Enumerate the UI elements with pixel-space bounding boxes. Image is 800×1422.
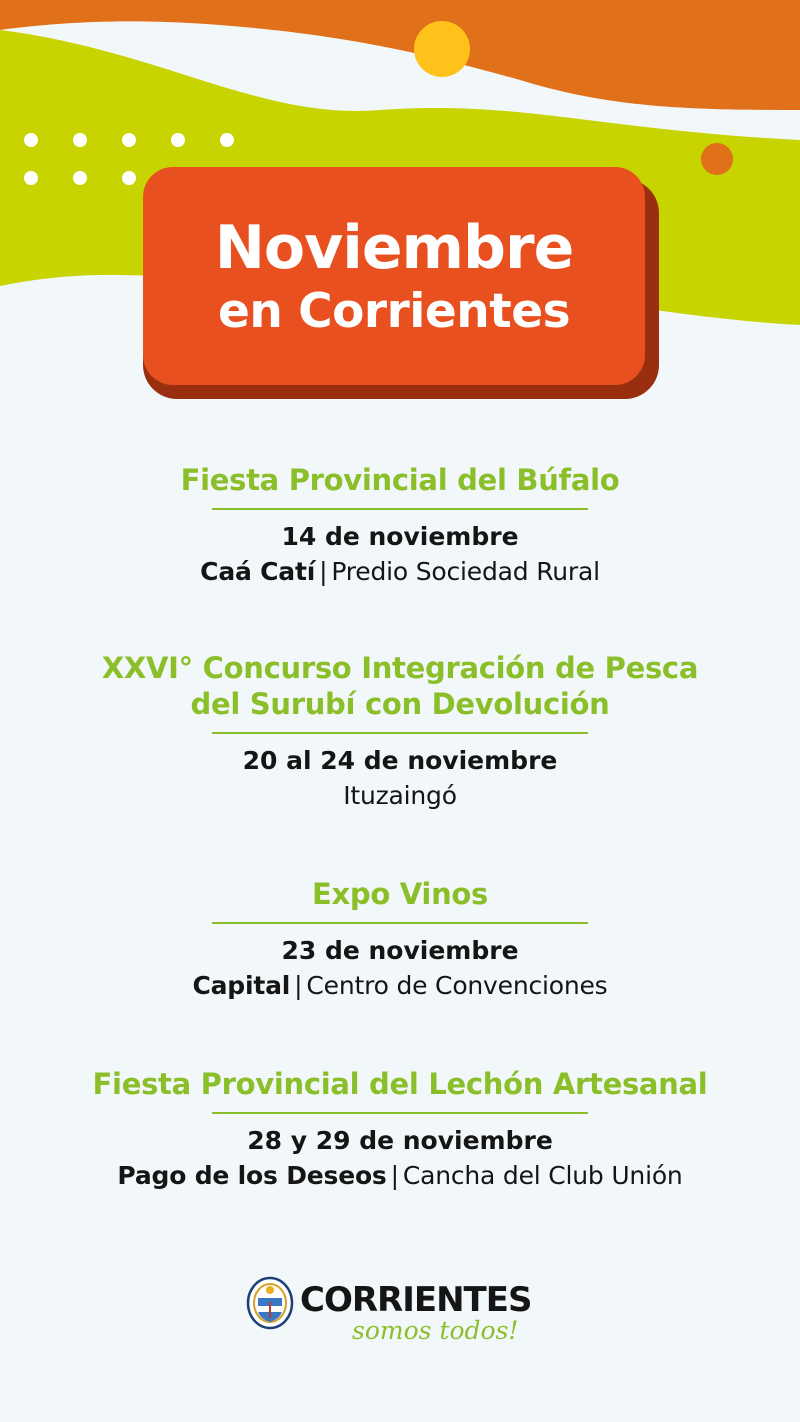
title-card-face <box>143 167 645 385</box>
event-divider <box>212 508 588 510</box>
title-line-2: en Corrientes <box>217 283 571 339</box>
event-divider <box>212 732 588 734</box>
event-separator: | <box>390 1161 399 1190</box>
event-location <box>0 968 800 1004</box>
event-separator: | <box>294 971 303 1000</box>
event-venue: Predio Sociedad Rural <box>331 557 600 586</box>
event-date: 28 y 29 de noviembre <box>247 1126 553 1155</box>
title-card <box>143 167 659 399</box>
footer-logo <box>246 1276 566 1356</box>
provincial-seal-icon <box>246 1276 294 1330</box>
event-location <box>0 778 800 814</box>
event-location <box>0 554 800 590</box>
event-venue: Cancha del Club Unión <box>402 1161 683 1190</box>
event-separator: | <box>319 557 328 586</box>
event-list <box>0 462 800 1194</box>
event-item <box>0 462 800 590</box>
event-name: XXVI° Concurso Integración de Pesca del Surubí con Devolución <box>101 651 699 721</box>
event-location <box>0 1158 800 1194</box>
event-divider <box>212 1112 588 1114</box>
event-date: 23 de noviembre <box>281 936 519 965</box>
event-divider <box>212 922 588 924</box>
brand-slogan: somos todos! <box>352 1316 519 1345</box>
event-name: Expo Vinos <box>312 877 488 911</box>
event-town: Pago de los Deseos <box>117 1161 387 1190</box>
event-date: 14 de noviembre <box>281 522 519 551</box>
event-town: Capital <box>192 971 291 1000</box>
event-item <box>0 1066 800 1194</box>
brand-wordmark: CORRIENTES <box>300 1280 532 1320</box>
event-name: Fiesta Provincial del Lechón Artesanal <box>92 1067 708 1101</box>
event-venue: Centro de Convenciones <box>306 971 608 1000</box>
title-line-1: Noviembre <box>214 212 574 283</box>
event-item <box>0 650 800 814</box>
event-item <box>0 876 800 1004</box>
event-date: 20 al 24 de noviembre <box>242 746 558 775</box>
event-town: Ituzaingó <box>343 781 457 810</box>
event-town: Caá Catí <box>200 557 316 586</box>
orange-circle <box>701 143 733 175</box>
event-name: Fiesta Provincial del Búfalo <box>180 463 620 497</box>
yellow-circle <box>414 21 470 77</box>
